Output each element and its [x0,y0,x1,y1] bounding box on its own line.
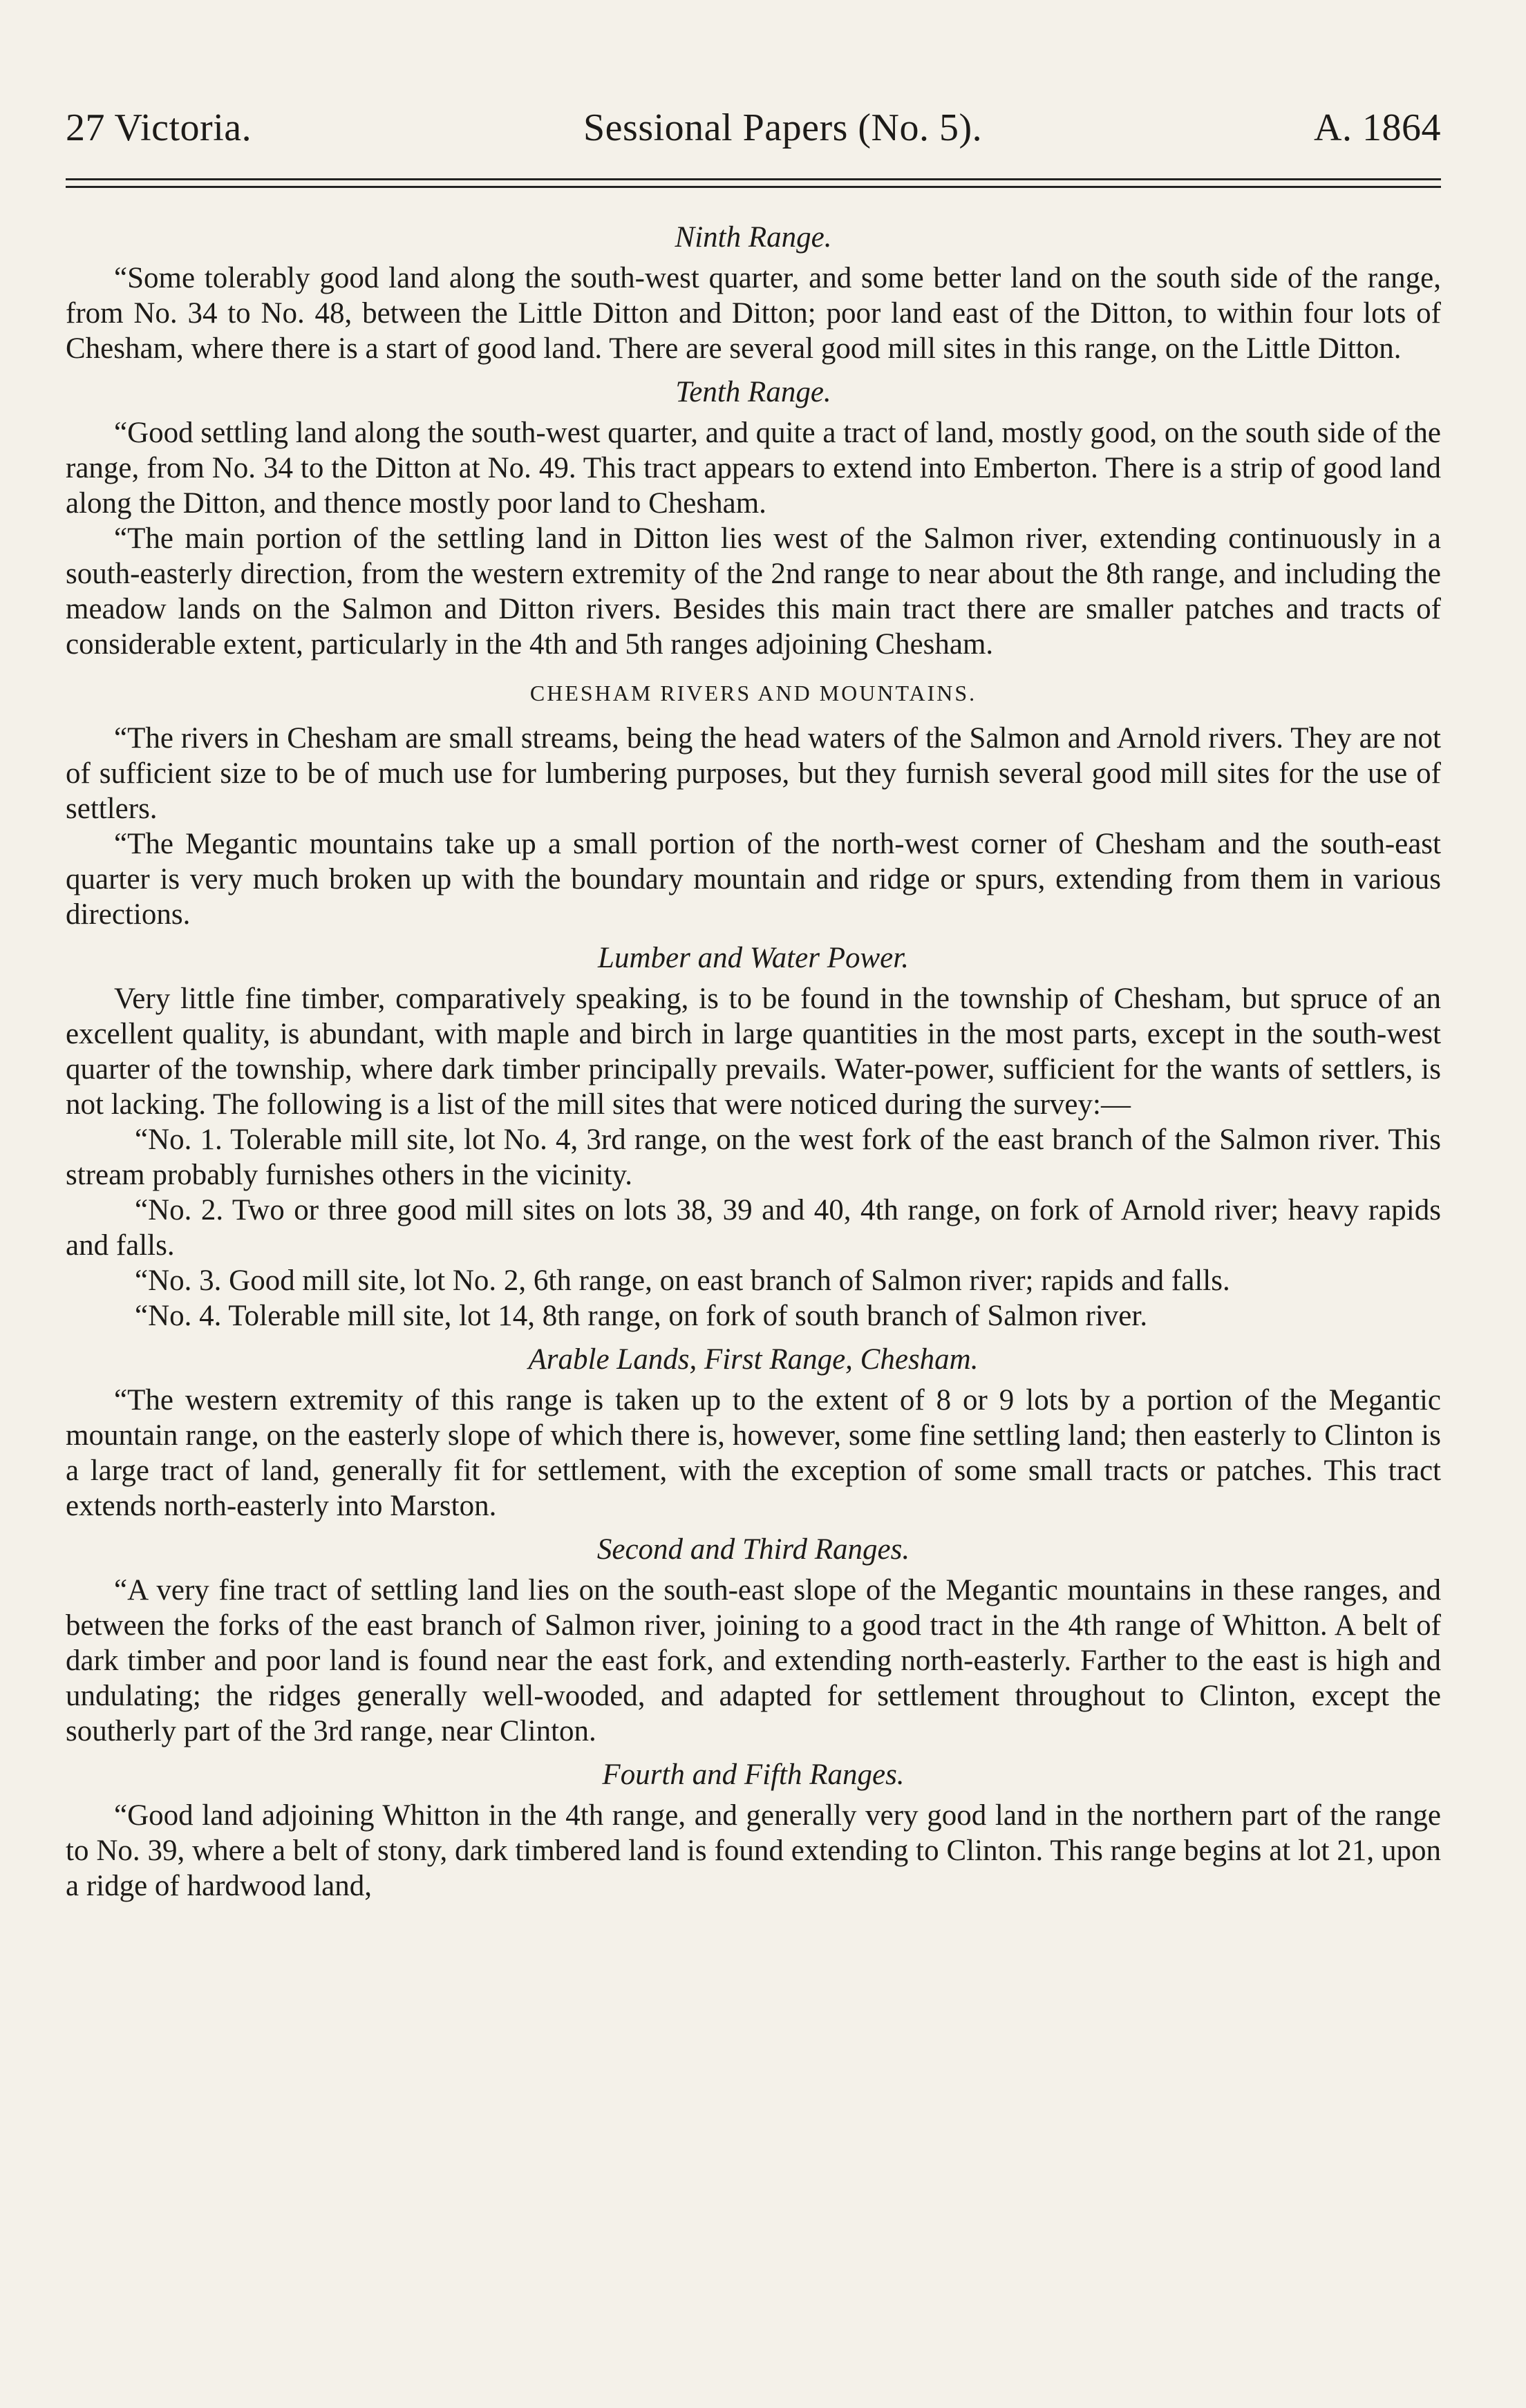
header-left: 27 Victoria. [66,106,252,149]
list-item: “No. 2. Two or three good mill sites on lots 38, 39 and 40, 4th range, on fork of Arnold river; heavy rapids and falls. [66,1194,1441,1262]
paragraph: “The rivers in Chesham are small streams, being the head waters of the Salmon and Arnold rivers. They are not of sufficient size to be of much use for lumbering purposes, but they furnish several good mill sites for the use of settlers. [66,722,1441,825]
paragraph: “Good land adjoining Whitton in the 4th range, and generally very good land in the northern part of the range to No. 39, where a belt of stony, dark timbered land is found extending to Clinton. This range begins at lot 21, upon a ridge of hardwood land, [66,1799,1441,1902]
section-heading: Fourth and Fifth Ranges. [602,1758,905,1791]
paragraph: “A very fine tract of settling land lies on the south-east slope of the Megantic mountains in these ranges, and between the forks of the east branch of Salmon river, joining to a good tract in the 4th range of Whitton. A belt of dark timber and poor land is found near the east fork, and extending north-easterly. Farther to the east is high and undulating; the ridges generally well-wooded, and adapted for settlement throughout to Clinton, except the southerly part of the 3rd range, near Clinton. [66,1574,1441,1747]
section-heading: CHESHAM RIVERS AND MOUNTAINS. [529,681,977,705]
header-center: Sessional Papers (No. 5). [583,106,983,149]
paragraph: “The western extremity of this range is taken up to the extent of 8 or 9 lots by a portion of the Megantic mountain range, on the easterly slope of which there is, however, some fine settling land; then easterly to Clinton is a large tract of land, generally fit for settlement, with the exception of some small tracts or patches. This tract extends north-easterly into Marston. [66,1384,1441,1522]
section-heading: Arable Lands, First Range, Chesham. [528,1343,979,1376]
page-header [66,104,1441,152]
section-heading: Lumber and Water Power. [598,942,909,974]
list-item: “No. 1. Tolerable mill site, lot No. 4, 3rd range, on the west fork of the east branch of the Salmon river. This stream probably furnishes others in the vicinity. [66,1124,1441,1191]
paragraph: “The Megantic mountains take up a small portion of the north-west corner of Chesham and the south-east quarter is very much broken up with the boundary mountain and ridge or spurs, extending from them in various directions. [66,828,1441,931]
header-right: A. 1864 [1314,106,1441,149]
section-heading: Tenth Range. [675,376,831,408]
paragraph: “Some tolerably good land along the south-west quarter, and some better land on the south side of the range, from No. 34 to No. 48, between the Little Ditton and Ditton; poor land east of the Ditton, to within four lots of Chesham, where there is a start of good land. There are several good mill sites in this range, on the Little Ditton. [66,262,1441,365]
paragraph: Very little fine timber, comparatively speaking, is to be found in the township of Chesham, but spruce of an excellent quality, is abundant, with maple and birch in large quantities in the most parts, except in the south-west quarter of the township, where dark timber principally prevails. Water-power, sufficient for the wants of settlers, is not lacking. The following is a list of the mill sites that were noticed during the survey:— [66,983,1441,1121]
header-rule [66,178,1441,188]
document-body [66,220,1441,1904]
paragraph: “Good settling land along the south-west quarter, and quite a tract of land, mostly good, on the south side of the range, from No. 34 to the Ditton at No. 49. This tract appears to extend into Emberton. There is a strip of good land along the Ditton, and thence mostly poor land to Chesham. [66,417,1441,520]
section-heading: Ninth Range. [675,221,832,254]
paragraph: “The main portion of the settling land in Ditton lies west of the Salmon river, extending continuously in a south-easterly direction, from the western extremity of the 2nd range to near about the 8th range, and including the meadow lands on the Salmon and Ditton rivers. Besides this main tract there are smaller patches and tracts of considerable extent, particularly in the 4th and 5th ranges adjoining Chesham. [66,522,1441,661]
list-item: “No. 3. Good mill site, lot No. 2, 6th range, on east branch of Salmon river; rapids and falls. [135,1264,1230,1297]
section-heading: Second and Third Ranges. [596,1533,910,1566]
document-page [66,104,1441,1904]
list-item: “No. 4. Tolerable mill site, lot 14, 8th range, on fork of south branch of Salmon river. [135,1300,1148,1332]
